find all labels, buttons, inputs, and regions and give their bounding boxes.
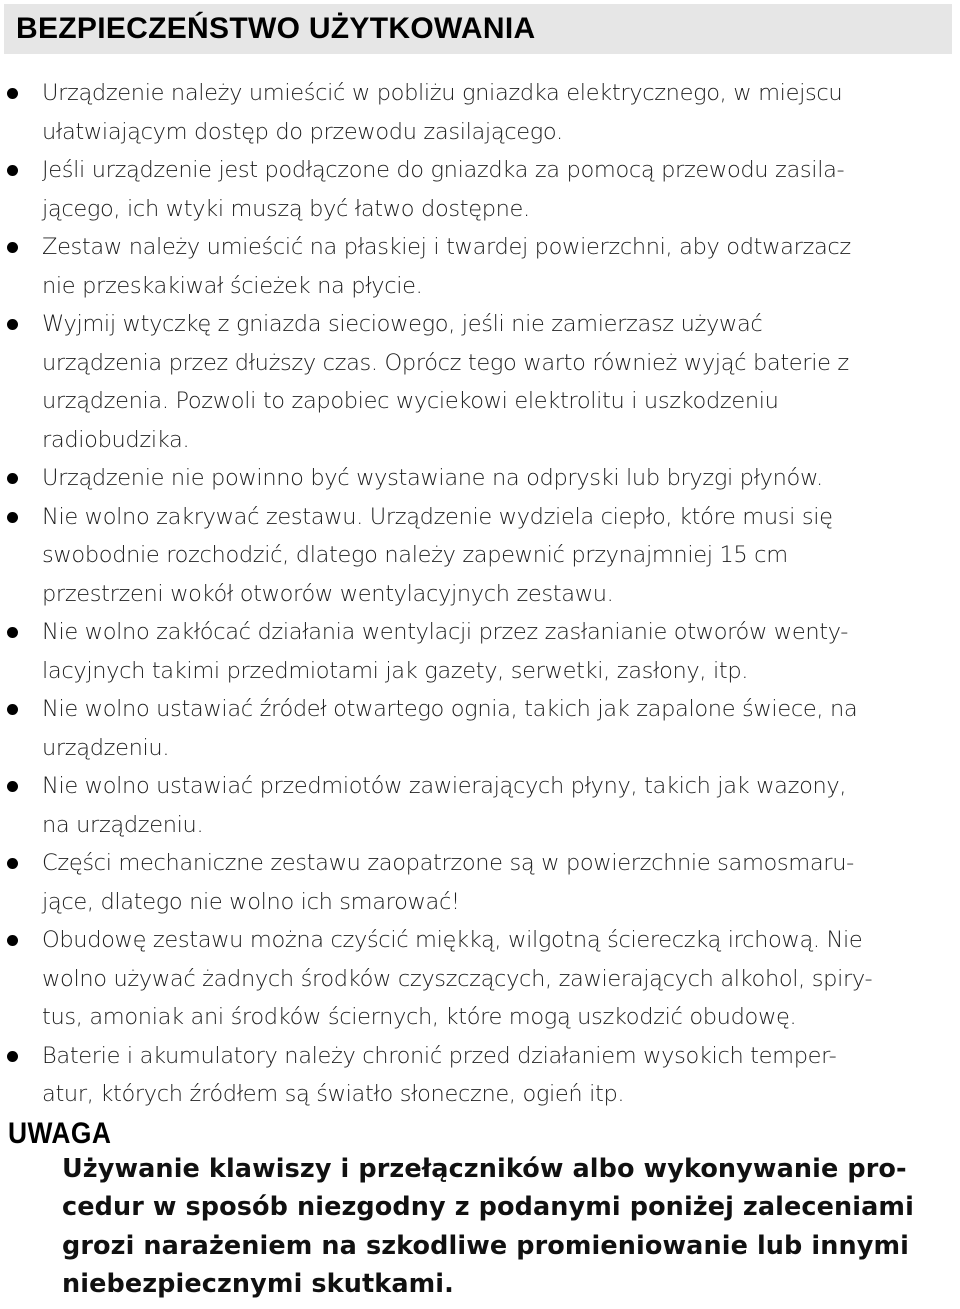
section-header-bar xyxy=(4,4,952,54)
bullet-dot-icon xyxy=(7,935,18,946)
warning-heading: UWAGA xyxy=(8,1117,112,1150)
line: Jeśli urządzenie jest podłączone do gniazdka za pomocą przewodu zasila- xyxy=(42,157,845,183)
bullet-dot-icon xyxy=(7,319,18,330)
line: jące, dlatego nie wolno ich smarować! xyxy=(42,888,460,915)
bullet-dot-icon xyxy=(7,473,18,484)
line: jącego, ich wtyki muszą być łatwo dostępne. xyxy=(42,195,530,222)
line: Urządzenie należy umieścić w pobliżu gniazdka elektrycznego, w miejscu xyxy=(42,80,843,106)
list-item xyxy=(0,613,952,690)
line: Nie wolno zakrywać zestawu. Urządzenie wydziela ciepło, które musi się xyxy=(42,503,833,530)
warning-text xyxy=(62,1150,947,1303)
line: ułatwiającym dostęp do przewodu zasilającego. xyxy=(42,118,563,145)
line: Nie wolno ustawiać źródeł otwartego ognia, takich jak zapalone świece, na xyxy=(42,696,858,722)
line: urządzenia przez dłuższy czas. Oprócz tego warto również wyjąć baterie z xyxy=(42,349,849,376)
line: Nie wolno zakłócać działania wentylacji przez zasłanianie otworów wenty- xyxy=(42,619,849,645)
list-item xyxy=(0,151,952,228)
line: Zestaw należy umieścić na płaskiej i twardej powierzchni, aby odtwarzacz xyxy=(42,234,851,260)
bullet-dot-icon xyxy=(7,858,18,869)
list-item xyxy=(0,690,952,767)
bullet-dot-icon xyxy=(7,781,18,792)
list-item xyxy=(0,1037,952,1114)
list-item xyxy=(0,921,952,1037)
list-item xyxy=(0,767,952,844)
line: swobodnie rozchodzić, dlatego należy zapewnić przynajmniej 15 cm xyxy=(42,542,788,568)
list-item xyxy=(0,459,952,498)
warning-line: niebezpiecznymi skutkami. xyxy=(62,1268,454,1299)
line: urządzenia. Pozwoli to zapobiec wyciekowi elektrolitu i uszkodzeniu xyxy=(42,388,779,414)
bullet-dot-icon xyxy=(7,1051,18,1062)
safety-bullet-list xyxy=(0,74,952,1114)
line: Obudowę zestawu można czyścić miękką, wilgotną ściereczką irchową. Nie xyxy=(42,927,863,953)
line: lacyjnych takimi przedmiotami jak gazety, serwetki, zasłony, itp. xyxy=(42,657,749,684)
warning-line: cedur w sposób niezgodny z podanymi poniżej zaleceniami xyxy=(62,1192,914,1223)
list-item xyxy=(0,844,952,921)
line: Baterie i akumulatory należy chronić przed działaniem wysokich temper- xyxy=(42,1042,837,1069)
line: urządzeniu. xyxy=(42,734,170,761)
line: tus, amoniak ani środków ściernych, które mogą uszkodzić obudowę. xyxy=(42,1004,797,1030)
line: Nie wolno ustawiać przedmiotów zawierających płyny, takich jak wazony, xyxy=(42,773,847,799)
list-item xyxy=(0,228,952,305)
line: atur, których źródłem są światło słoneczne, ogień itp. xyxy=(42,1081,625,1107)
list-item xyxy=(0,498,952,614)
line: Części mechaniczne zestawu zaopatrzone są w powierzchnie samosmaru- xyxy=(42,850,854,876)
bullet-dot-icon xyxy=(7,88,18,99)
warning-line: grozi narażeniem na szkodliwe promieniowanie lub innymi xyxy=(62,1230,909,1261)
line: Urządzenie nie powinno być wystawiane na odpryski lub bryzgi płynów. xyxy=(42,465,823,491)
line: wolno używać żadnych środków czyszczących, zawierających alkohol, spiry- xyxy=(42,965,873,992)
bullet-dot-icon xyxy=(7,627,18,638)
line: na urządzeniu. xyxy=(42,811,204,838)
line: przestrzeni wokół otworów wentylacyjnych zestawu. xyxy=(42,580,614,607)
line: Wyjmij wtyczkę z gniazda sieciowego, jeśli nie zamierzasz używać xyxy=(42,311,763,337)
list-item xyxy=(0,74,952,151)
line: nie przeskakiwał ścieżek na płycie. xyxy=(42,272,423,299)
page-title: BEZPIECZEŃSTWO UŻYTKOWANIA xyxy=(16,12,536,45)
bullet-dot-icon xyxy=(7,165,18,176)
warning-line: Używanie klawiszy i przełączników albo wykonywanie pro- xyxy=(62,1154,907,1184)
line: radiobudzika. xyxy=(42,426,190,453)
bullet-dot-icon xyxy=(7,512,18,523)
bullet-dot-icon xyxy=(7,704,18,715)
bullet-dot-icon xyxy=(7,242,18,253)
list-item xyxy=(0,305,952,459)
